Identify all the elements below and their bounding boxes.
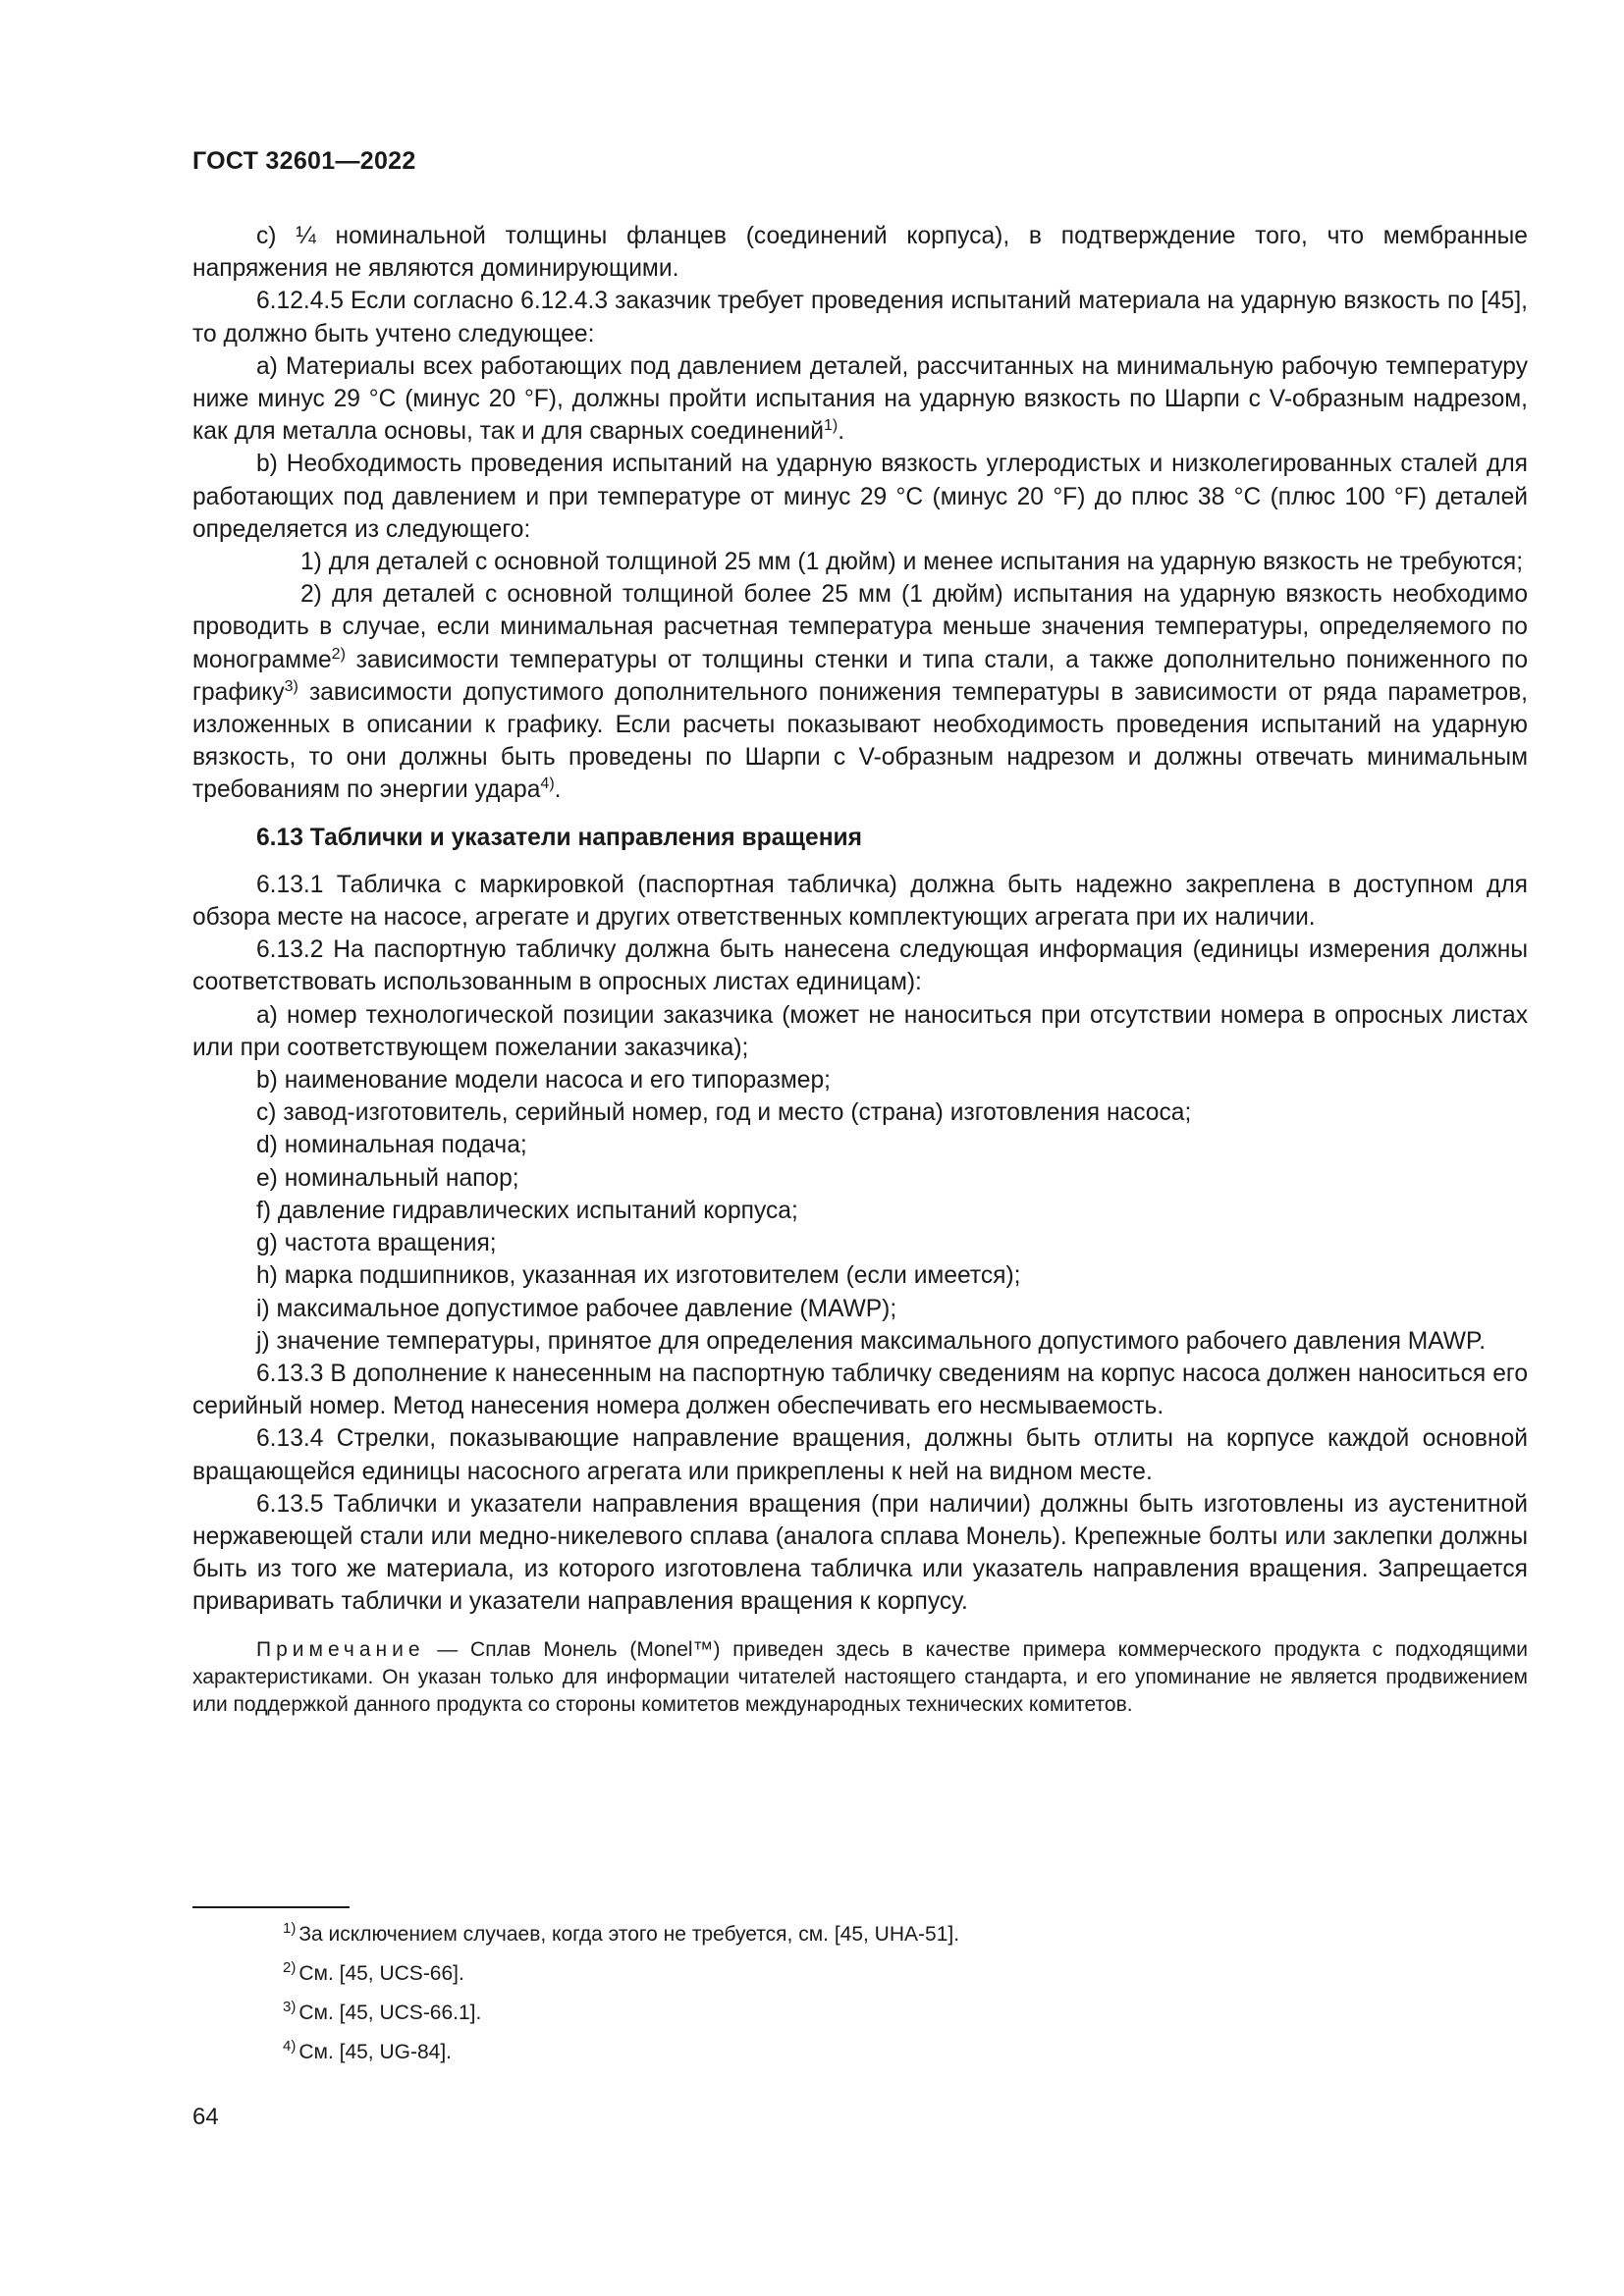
paragraph: 6.13.3 В дополнение к нанесенным на паспортную табличку сведениям на корпус насоса должен наноситься его серийный номер. Метод нанесения номера должен обеспечивать его несмываемость. [192, 1360, 1528, 1420]
note-text: — Сплав Монель (Monel™) приведен здесь в качестве примера коммерческого продукта с подходящими характеристиками. Он указан только для информации читателей настоящего стандарта, и его упоминание не является продвижением или поддержкой данного продукта со стороны комитетов международных технических комитетов. [192, 1637, 1528, 1716]
list-item: j) значение температуры, принятое для определения максимального допустимого рабочего давления MAWP. [256, 1327, 1487, 1355]
list-item: i) максимальное допустимое рабочее давление (MAWP); [256, 1295, 897, 1322]
list-item: g) частота вращения; [256, 1230, 497, 1257]
list-item: d) номинальная подача; [256, 1132, 527, 1159]
paragraph: 6.13.5 Таблички и указатели направления вращения (при наличии) должны быть изготовлены из аустенитной нержавеющей стали или медно-никелевого сплава (аналога сплава Монель). Крепежные болты или заклепки должны быть из того же материала, из которого изготовлена табличка или указатель направления вращения. Запрещается приваривать таблички и указатели направления вращения к корпусу. [192, 1490, 1528, 1616]
footnote-ref: 4) [540, 775, 555, 793]
footnote-mark: 4) [283, 2038, 297, 2055]
footnote-ref: 2) [331, 645, 346, 663]
footnote-ref: 3) [284, 677, 298, 695]
footnote [192, 2035, 959, 2074]
list-item: a) номер технологической позиции заказчика (может не наноситься при отсутствии номера в опросных листах или при соответствующем пожелании заказчика); [192, 1001, 1528, 1061]
paragraph [192, 578, 1528, 806]
paragraph: 1) для деталей с основной толщиной 25 мм (1 дюйм) и менее испытания на ударную вязкость не требуются; [300, 549, 1524, 576]
note [192, 1636, 1528, 1719]
footnote-mark: 3) [283, 1999, 297, 2015]
footnote-mark: 1) [283, 1920, 297, 1937]
footnote-mark: 2) [283, 1959, 297, 1976]
paragraph: 6.13.4 Стрелки, показывающие направление вращения, должны быть отлиты на корпусе каждой основной вращающейся единицы насосного агрегата или прикреплены к ней на видном месте. [192, 1425, 1528, 1485]
body-text [192, 220, 1528, 1719]
paragraph: 6.13.1 Табличка с маркировкой (паспортная табличка) должна быть надежно закреплена в доступном для обзора месте на насосе, агрегате и других ответственных комплектующих агрегата при их наличии. [192, 871, 1528, 932]
page-number: 64 [192, 2104, 219, 2130]
footnotes [192, 1917, 959, 2074]
text-run: зависимости допустимого дополнительного понижения температуры в зависимости от ряда параметров, изложенных в описании к графику. Если расчеты показывают необходимость проведения испытаний на ударную вязкость, то они должны быть проведены по Шарпи с V-образным надрезом и должны отвечать минимальным требованиям по энергии удара [192, 678, 1528, 804]
footnote [192, 1956, 959, 1996]
list-item: b) наименование модели насоса и его типоразмер; [256, 1067, 831, 1095]
document-header: ГОСТ 32601—2022 [192, 147, 416, 175]
footnote-text: См. [45, UCS-66]. [298, 1962, 464, 1985]
text-run: . [554, 776, 562, 804]
footnote [192, 1996, 959, 2035]
paragraph: 6.12.4.5 Если согласно 6.12.4.3 заказчик требует проведения испытаний материала на ударную вязкость по [45], то должно быть учтено следующее: [192, 288, 1528, 347]
section-heading: 6.13 Таблички и указатели направления вращения [256, 824, 863, 851]
text-run: зависимости температуры от толщины стенки и типа стали, а также дополнительно пониженного по графику [192, 646, 1528, 706]
list-item: f) давление гидравлических испытаний корпуса; [256, 1197, 798, 1224]
list-item: h) марка подшипников, указанная их изготовителем (если имеется); [256, 1262, 1021, 1290]
paragraph: 6.13.2 На паспортную табличку должна быть нанесена следующая информация (единицы измерения должны соответствовать использованным в опросных листах единицам): [192, 936, 1528, 996]
footnote-separator [192, 1906, 350, 1908]
list-item: e) номинальный напор; [256, 1164, 519, 1192]
footnote-text: За исключением случаев, когда этого не требуется, см. [45, UHA-51]. [298, 1923, 960, 1946]
footnote [192, 1917, 959, 1956]
paragraph: b) Необходимость проведения испытаний на ударную вязкость углеродистых и низколегированных сталей для работающих под давлением и при температуре от минус 29 °C (минус 20 °F) до плюс 38 °C (плюс 100 °F) деталей определяется из следующего: [192, 451, 1528, 543]
text-run: 2) для деталей с основной толщиной более 25 мм (1 дюйм) испытания на ударную вязкость необходимо проводить в случае, если минимальная расчетная температура меньше значения температуры, определяемого по монограмме [192, 581, 1528, 673]
paragraph [192, 350, 1528, 449]
text-run: . [838, 418, 845, 446]
footnote-text: См. [45, UCS-66.1]. [298, 2002, 482, 2024]
footnote-text: См. [45, UG-84]. [298, 2041, 452, 2063]
paragraph: c) ¼ номинальной толщины фланцев (соединений корпуса), в подтверждение того, что мембранные напряжения не являются доминирующими. [192, 223, 1528, 283]
list-item: c) завод-изготовитель, серийный номер, год и место (страна) изготовления насоса; [256, 1099, 1192, 1127]
note-label: Примечание [256, 1637, 425, 1661]
text-run: a) Материалы всех работающих под давлением деталей, рассчитанных на минимальную рабочую температуру ниже минус 29 °C (минус 20 °F), должны пройти испытания на ударную вязкость по Шарпи с V-образным надрезом, как для металла основы, так и для сварных соединений [192, 352, 1528, 446]
footnote-ref: 1) [824, 417, 839, 435]
